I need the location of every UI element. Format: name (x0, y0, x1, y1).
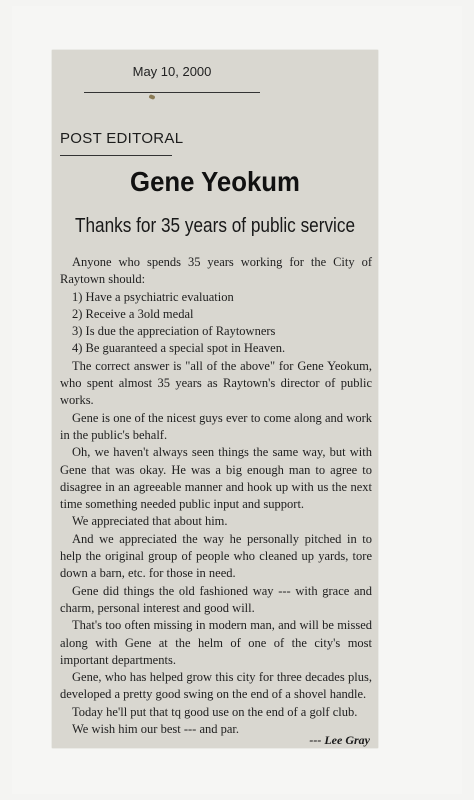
section-label: POST EDITORAL (60, 130, 184, 147)
paragraph: We appreciated that about him. (72, 514, 228, 529)
paragraph: Today he'll put that tq good use on the end of a golf club. (72, 704, 358, 719)
paragraph: We wish him our best --- and par. (72, 722, 240, 737)
paragraph: That's too often missing in modern man, and will be missed along with Gene at the helm of one of the city's most important departments. (60, 618, 372, 667)
paragraph: The correct answer is "all of the above" for Gene Yeokum, who spent almost 35 years as Raytown's director of public works. (60, 358, 372, 408)
list-item: 2) Receive a 3old medal (72, 306, 194, 321)
headline: Gene Yeokum (130, 166, 300, 197)
paragraph: Oh, we haven't always seen things the same way, but with Gene that was okay. He was a big enough man to agree to disagree in an agreeable manner and hook up with us the next time something needed public input and support. (60, 445, 372, 512)
list-item: 4) Be guaranteed a special spot in Heaven. (72, 341, 286, 356)
author-signature: --- Lee Gray (309, 733, 370, 747)
paragraph: And we appreciated the way he personally pitched in to help the original group of people who cleaned up yards, tore down a barn, etc. for those in need. (60, 531, 372, 581)
paragraph: Gene did things the old fashioned way --- with grace and charm, personal interest and good will. (60, 583, 372, 615)
paragraph: Gene is one of the nicest guys ever to come along and work in the public's behalf. (60, 410, 372, 442)
article-body (60, 254, 372, 738)
clipping-date: May 10, 2000 (132, 64, 212, 79)
list-item: 1) Have a psychiatric evaluation (72, 289, 234, 304)
paragraph: Gene, who has helped grow this city for three decades plus, developed a pretty good swing on the end of a shovel handle. (60, 670, 372, 702)
paragraph: Anyone who spends 35 years working for the City of Raytown should: (60, 255, 372, 287)
list-item: 3) Is due the appreciation of Raytowners (72, 324, 276, 339)
date-underline (84, 92, 260, 93)
section-underline (60, 155, 172, 156)
subheadline: Thanks for 35 years of public service (74, 215, 356, 237)
